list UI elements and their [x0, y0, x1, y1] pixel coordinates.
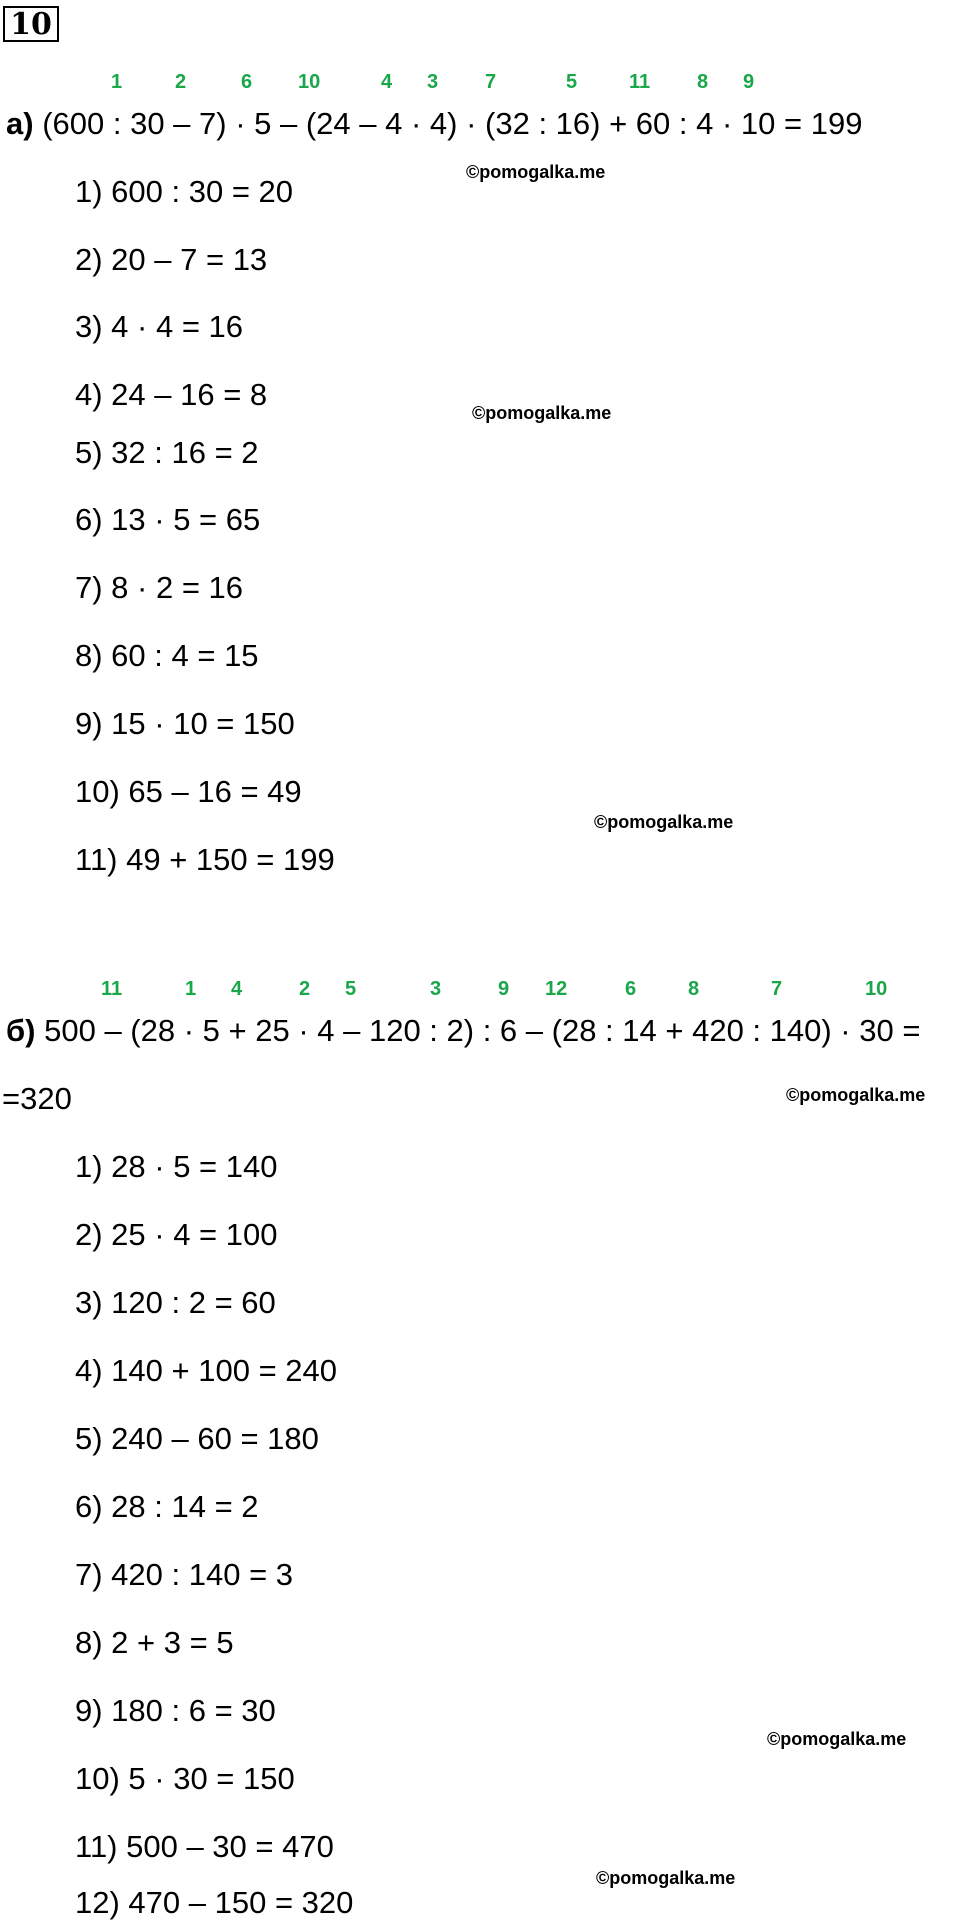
order-number: 3: [430, 978, 442, 1000]
watermark: ©pomogalka.me: [472, 403, 612, 423]
step-b-10: 10) 5 · 30 = 150: [75, 1761, 295, 1796]
order-number: 7: [771, 978, 783, 1000]
expression-b-text: 500 – (28 · 5 + 25 · 4 – 120 : 2) : 6 – (28 : 14 + 420 : 140) · 30 =: [44, 1013, 921, 1048]
step-b-11: 11) 500 – 30 = 470: [75, 1829, 334, 1864]
order-number: 5: [566, 71, 578, 93]
step-b-9: 9) 180 : 6 = 30: [75, 1693, 276, 1728]
order-number: 2: [299, 978, 311, 1000]
expression-a: [6, 106, 862, 142]
order-number: 10: [865, 978, 888, 1000]
step-a-5: 5) 32 : 16 = 2: [75, 435, 259, 470]
step-b-2: 2) 25 · 4 = 100: [75, 1217, 278, 1252]
order-number: 8: [688, 978, 700, 1000]
step-a-8: 8) 60 : 4 = 15: [75, 638, 259, 673]
order-number: 6: [625, 978, 637, 1000]
order-number: 2: [175, 71, 187, 93]
order-number: 4: [231, 978, 243, 1000]
order-number: 5: [345, 978, 357, 1000]
part-a-letter: а): [6, 106, 34, 141]
step-b-12: 12) 470 – 150 = 320: [75, 1885, 354, 1920]
order-number: 8: [697, 71, 709, 93]
order-number: 3: [427, 71, 439, 93]
step-b-6: 6) 28 : 14 = 2: [75, 1489, 259, 1524]
watermark: ©pomogalka.me: [594, 812, 734, 832]
step-a-6: 6) 13 · 5 = 65: [75, 502, 261, 537]
task-number-box: [3, 6, 59, 42]
order-number: 10: [298, 71, 321, 93]
step-a-1: 1) 600 : 30 = 20: [75, 174, 294, 209]
order-number: 1: [111, 71, 123, 93]
task-number: 10: [10, 6, 52, 42]
watermark: ©pomogalka.me: [786, 1085, 926, 1105]
step-a-3: 3) 4 · 4 = 16: [75, 309, 244, 344]
step-b-1: 1) 28 · 5 = 140: [75, 1149, 278, 1184]
expression-b: [6, 1013, 920, 1049]
step-a-4: 4) 24 – 16 = 8: [75, 377, 268, 412]
order-number: 12: [545, 978, 568, 1000]
order-number: 11: [101, 978, 123, 1000]
step-b-7: 7) 420 : 140 = 3: [75, 1557, 294, 1592]
watermark: ©pomogalka.me: [767, 1729, 907, 1749]
order-number: 9: [743, 71, 755, 93]
step-b-5: 5) 240 – 60 = 180: [75, 1421, 319, 1456]
step-a-10: 10) 65 – 16 = 49: [75, 774, 302, 809]
order-number: 1: [185, 978, 197, 1000]
watermark: ©pomogalka.me: [596, 1868, 736, 1888]
step-a-11: 11) 49 + 150 = 199: [75, 842, 335, 877]
part-b-letter: б): [6, 1013, 36, 1048]
step-b-4: 4) 140 + 100 = 240: [75, 1353, 338, 1388]
step-a-2: 2) 20 – 7 = 13: [75, 242, 268, 277]
step-b-3: 3) 120 : 2 = 60: [75, 1285, 276, 1320]
step-b-8: 8) 2 + 3 = 5: [75, 1625, 234, 1660]
order-number: 11: [629, 71, 651, 93]
order-number: 4: [381, 71, 393, 93]
step-a-9: 9) 15 · 10 = 150: [75, 706, 295, 741]
watermark: ©pomogalka.me: [466, 162, 606, 182]
order-number: 6: [241, 71, 253, 93]
order-number: 9: [498, 978, 510, 1000]
expression-a-text: (600 : 30 – 7) · 5 – (24 – 4 · 4) · (32 : 16) + 60 : 4 · 10 = 199: [42, 106, 863, 141]
expression-b-result: =320: [2, 1081, 72, 1116]
step-a-7: 7) 8 · 2 = 16: [75, 570, 244, 605]
order-number: 7: [485, 71, 497, 93]
